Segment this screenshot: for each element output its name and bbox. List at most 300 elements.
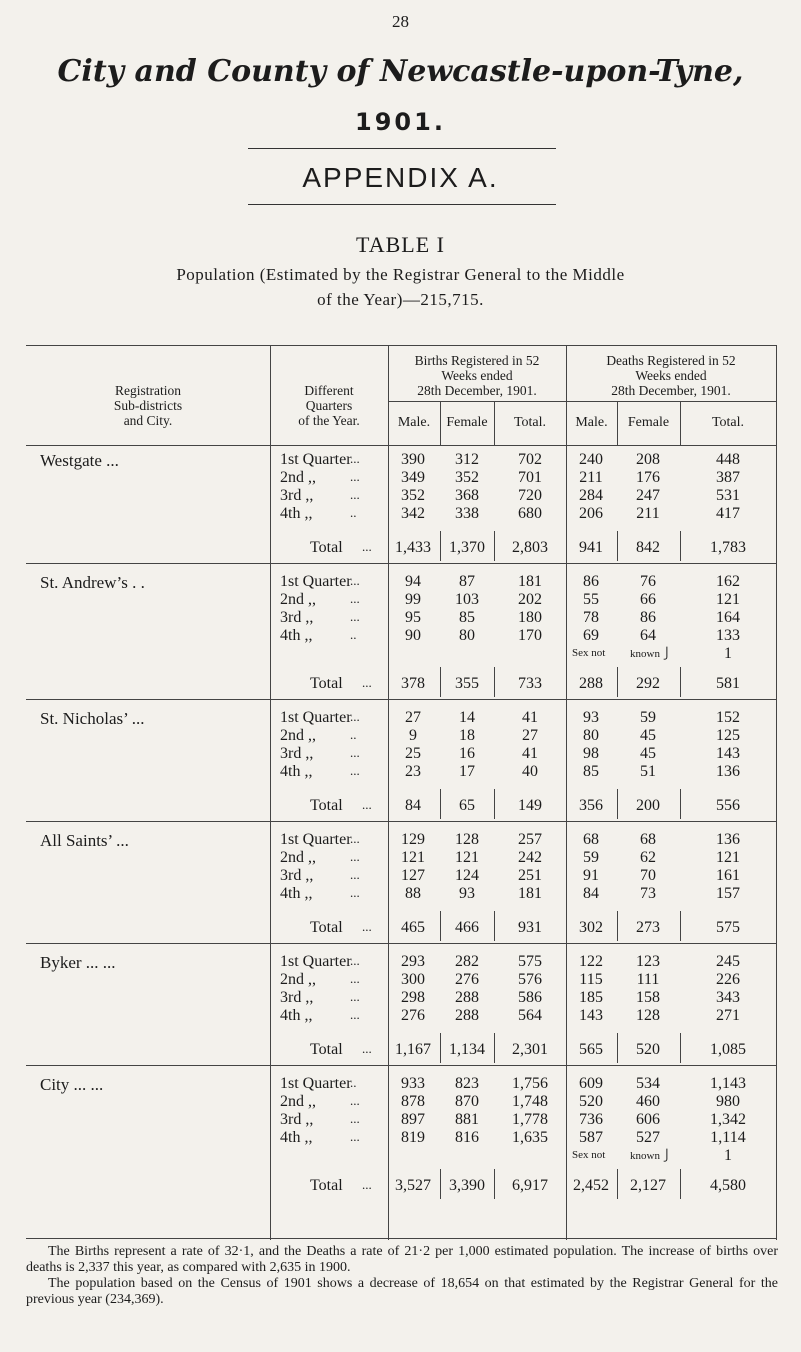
total-value: 565 xyxy=(579,1041,603,1058)
page-number: 28 xyxy=(392,12,409,31)
table-cell-value: 460 xyxy=(636,1093,660,1110)
table-cell-value: 176 xyxy=(636,469,660,486)
table-cell-value: 41 xyxy=(522,709,538,726)
table-cell-value: 702 xyxy=(518,451,542,468)
total-value: 1,167 xyxy=(395,1041,431,1058)
total-value: 355 xyxy=(455,675,479,692)
quarter-label: 2nd ,, xyxy=(280,469,316,486)
quarter-dots: ... xyxy=(350,989,360,1004)
total-value: 302 xyxy=(579,919,603,936)
sex-not-label: Sex not xyxy=(572,1149,606,1161)
total-cell-rule xyxy=(494,1169,495,1199)
total-value: 2,803 xyxy=(512,539,548,556)
statistics-table xyxy=(0,345,801,1240)
table-cell-value: 90 xyxy=(405,627,421,644)
table-cell-value: 293 xyxy=(401,953,425,970)
total-cell-rule xyxy=(680,1169,681,1199)
table-cell-value: 170 xyxy=(518,627,542,644)
table-cell-value: 298 xyxy=(401,989,425,1006)
table-cell-value: 51 xyxy=(640,763,656,780)
footer-paragraph-1: The Births represent a rate of 32·1, and the Deaths a rate of 21·2 per 1,000 estimated population. The increase of births over deaths is 2,337 this year, as compared with 2,635 in 1900. xyxy=(26,1244,778,1275)
quarter-dots: ... xyxy=(350,1129,360,1144)
table-cell-value: 64 xyxy=(640,627,656,644)
table-cell-value: 87 xyxy=(459,573,475,590)
quarter-dots: ... xyxy=(350,1007,360,1022)
total-value: 149 xyxy=(518,797,542,814)
table-cell-value: 576 xyxy=(518,971,542,988)
table-cell-value: 448 xyxy=(716,451,740,468)
table-cell-value: 27 xyxy=(405,709,421,726)
total-value: 273 xyxy=(636,919,660,936)
table-cell-value: 78 xyxy=(583,609,599,626)
table-cell-value: 80 xyxy=(583,727,599,744)
document-year: 1901. xyxy=(355,108,446,136)
quarter-label: 1st Quarter xyxy=(280,451,352,468)
quarter-dots: ... xyxy=(350,573,360,588)
table-cell-value: 245 xyxy=(716,953,740,970)
table-cell-value: 143 xyxy=(579,1007,603,1024)
table-cell-value: 181 xyxy=(518,885,542,902)
quarter-dots: .. xyxy=(350,727,357,742)
total-cell-rule xyxy=(680,789,681,819)
quarter-label: 4th ,, xyxy=(280,763,313,780)
table-bottom-rule xyxy=(26,1238,776,1239)
quarter-dots: ... xyxy=(350,451,360,466)
column-subheader: Male. xyxy=(397,415,431,430)
total-label: Total xyxy=(310,539,343,556)
table-cell-value: 121 xyxy=(716,849,740,866)
table-cell-value: 587 xyxy=(579,1129,603,1146)
table-cell-value: 23 xyxy=(405,763,421,780)
table-cell-value: 136 xyxy=(716,763,740,780)
footer-paragraph-2: The population based on the Census of 1901 shows a decrease of 18,654 on that estimated by the Registrar General for the previous year (234,369). xyxy=(26,1276,778,1307)
population-line-2: of the Year)—215,715. xyxy=(317,290,484,309)
table-cell-value: 185 xyxy=(579,989,603,1006)
district-name: Westgate ... xyxy=(40,451,119,470)
total-label: Total xyxy=(310,1177,343,1194)
total-cell-rule xyxy=(494,789,495,819)
table-cell-value: 206 xyxy=(579,505,603,522)
table-cell-value: 93 xyxy=(583,709,599,726)
quarter-dots: ... xyxy=(350,1111,360,1126)
quarter-label: 3rd ,, xyxy=(280,1111,314,1128)
quarter-dots: ... xyxy=(350,469,360,484)
table-cell-value: 86 xyxy=(583,573,599,590)
district-separator xyxy=(26,821,776,822)
column-subheader: Female xyxy=(627,415,670,430)
total-dots: ... xyxy=(362,919,372,934)
total-value: 520 xyxy=(636,1041,660,1058)
column-subheader: Total. xyxy=(711,415,745,430)
quarter-label: 2nd ,, xyxy=(280,849,316,866)
table-cell-value: 288 xyxy=(455,1007,479,1024)
table-cell-value: 121 xyxy=(401,849,425,866)
district-name: Byker ... ... xyxy=(40,953,116,972)
table-cell-value: 62 xyxy=(640,849,656,866)
total-value: 1,134 xyxy=(449,1041,485,1058)
table-cell-value: 14 xyxy=(459,709,475,726)
total-dots: ... xyxy=(362,539,372,554)
total-value: 3,527 xyxy=(395,1177,431,1194)
footer-notes xyxy=(26,1244,778,1308)
table-cell-value: 564 xyxy=(518,1007,542,1024)
quarter-dots: ... xyxy=(350,849,360,864)
table-cell-value: 226 xyxy=(716,971,740,988)
table-cell-value: 257 xyxy=(518,831,542,848)
district-separator xyxy=(26,699,776,700)
table-cell-value: 181 xyxy=(518,573,542,590)
table-cell-value: 276 xyxy=(455,971,479,988)
header-bottom-rule xyxy=(26,445,776,446)
table-cell-value: 94 xyxy=(405,573,421,590)
total-cell-rule xyxy=(680,667,681,697)
table-cell-value: 606 xyxy=(636,1111,660,1128)
table-cell-value: 609 xyxy=(579,1075,603,1092)
table-cell-value: 534 xyxy=(636,1075,660,1092)
table-cell-value: 527 xyxy=(636,1129,660,1146)
table-cell-value: 897 xyxy=(401,1111,425,1128)
total-value: 466 xyxy=(455,919,479,936)
table-cell-value: 211 xyxy=(579,469,603,486)
table-cell-value: 271 xyxy=(716,1007,740,1024)
table-cell-value: 680 xyxy=(518,505,542,522)
total-value: 842 xyxy=(636,539,660,556)
table-cell-value: 128 xyxy=(455,831,479,848)
table-cell-value: 136 xyxy=(716,831,740,848)
table-cell-value: 18 xyxy=(459,727,475,744)
quarter-label: 2nd ,, xyxy=(280,971,316,988)
total-label: Total xyxy=(310,797,343,814)
quarter-dots: ... xyxy=(350,745,360,760)
table-cell-value: 208 xyxy=(636,451,660,468)
table-cell-value: 133 xyxy=(716,627,740,644)
table-cell-value: 1,756 xyxy=(512,1075,548,1092)
quarter-dots: ... xyxy=(350,591,360,606)
table-cell-value: 68 xyxy=(640,831,656,848)
total-dots: ... xyxy=(362,1041,372,1056)
total-value: 1,085 xyxy=(710,1041,746,1058)
table-cell-value: 88 xyxy=(405,885,421,902)
table-cell-value: 816 xyxy=(455,1129,479,1146)
table-cell-value: 27 xyxy=(522,727,538,744)
table-cell-value: 342 xyxy=(401,505,425,522)
column-subheader: Female xyxy=(446,415,488,430)
table-cell-value: 575 xyxy=(518,953,542,970)
table-cell-value: 17 xyxy=(459,763,475,780)
table-cell-value: 276 xyxy=(401,1007,425,1024)
total-value: 200 xyxy=(636,797,660,814)
table-cell-value: 300 xyxy=(401,971,425,988)
total-cell-rule xyxy=(617,911,618,941)
table-cell-value: 1,143 xyxy=(710,1075,746,1092)
table-cell-value: 823 xyxy=(455,1075,479,1092)
total-cell-rule xyxy=(440,1169,441,1199)
table-cell-value: 211 xyxy=(636,505,660,522)
total-value: 6,917 xyxy=(512,1177,548,1194)
quarter-label: 1st Quarter xyxy=(280,573,352,590)
table-cell-value: 202 xyxy=(518,591,542,608)
table-cell-value: 123 xyxy=(636,953,660,970)
district-name: City ... ... xyxy=(40,1075,104,1094)
total-dots: ... xyxy=(362,675,372,690)
table-cell-value: 66 xyxy=(640,591,656,608)
quarter-label: 1st Quarter xyxy=(280,1075,352,1092)
deaths-header: Deaths Registered in 52 Weeks ended 28th December, 1901. xyxy=(606,353,736,398)
table-cell-value: 95 xyxy=(405,609,421,626)
total-value: 84 xyxy=(405,797,421,814)
table-cell-value: 93 xyxy=(459,885,475,902)
table-cell-value: 124 xyxy=(455,867,479,884)
table-cell-value: 881 xyxy=(455,1111,479,1128)
table-cell-value: 25 xyxy=(405,745,421,762)
quarter-label: 4th ,, xyxy=(280,1129,313,1146)
table-cell-value: 121 xyxy=(455,849,479,866)
column-subheader: Male. xyxy=(575,415,608,430)
total-value: 575 xyxy=(716,919,740,936)
table-cell-value: 115 xyxy=(579,971,603,988)
table-cell-value: 390 xyxy=(401,451,425,468)
table-cell-value: 9 xyxy=(409,727,417,744)
quarter-label: 3rd ,, xyxy=(280,989,314,1006)
total-label: Total xyxy=(310,1041,343,1058)
quarter-label: 4th ,, xyxy=(280,505,313,522)
table-cell-value: 59 xyxy=(583,849,599,866)
total-value: 941 xyxy=(579,539,603,556)
table-cell-value: 520 xyxy=(579,1093,603,1110)
quarter-label: 3rd ,, xyxy=(280,745,314,762)
table-cell-value: 157 xyxy=(716,885,740,902)
table-cell-value: 86 xyxy=(640,609,656,626)
total-value: 292 xyxy=(636,675,660,692)
table-cell-value: 586 xyxy=(518,989,542,1006)
table-cell-value: 76 xyxy=(640,573,656,590)
table-cell-value: 417 xyxy=(716,505,740,522)
table-cell-value: 59 xyxy=(640,709,656,726)
quarter-dots: .. xyxy=(350,627,357,642)
quarter-label: 2nd ,, xyxy=(280,591,316,608)
table-cell-value: 73 xyxy=(640,885,656,902)
table-cell-value: 368 xyxy=(455,487,479,504)
births-header: Births Registered in 52 Weeks ended 28th December, 1901. xyxy=(414,353,540,398)
table-cell-value: 125 xyxy=(716,727,740,744)
total-cell-rule xyxy=(494,1033,495,1063)
table-cell-value: 45 xyxy=(640,745,656,762)
total-cell-rule xyxy=(440,911,441,941)
table-cell-value: 164 xyxy=(716,609,740,626)
table-cell-value: 284 xyxy=(579,487,603,504)
total-label: Total xyxy=(310,919,343,936)
district-name: St. Andrew’s . . xyxy=(40,573,145,592)
sex-not-value: 1 xyxy=(724,645,732,662)
table-cell-value: 80 xyxy=(459,627,475,644)
table-cell-value: 98 xyxy=(583,745,599,762)
table-cell-value: 85 xyxy=(583,763,599,780)
quarters-header: Different Quarters of the Year. xyxy=(298,383,360,428)
total-cell-rule xyxy=(680,1033,681,1063)
table-cell-value: 70 xyxy=(640,867,656,884)
quarter-dots: ... xyxy=(350,831,360,846)
table-cell-value: 152 xyxy=(716,709,740,726)
total-cell-rule xyxy=(617,1169,618,1199)
total-cell-rule xyxy=(440,667,441,697)
total-value: 931 xyxy=(518,919,542,936)
table-cell-value: 1,342 xyxy=(710,1111,746,1128)
table-cell-value: 720 xyxy=(518,487,542,504)
quarter-label: 4th ,, xyxy=(280,885,313,902)
quarter-dots: .. xyxy=(350,1075,357,1090)
total-value: 733 xyxy=(518,675,542,692)
quarter-label: 3rd ,, xyxy=(280,609,314,626)
table-cell-value: 158 xyxy=(636,989,660,1006)
total-dots: ... xyxy=(362,1177,372,1192)
table-cell-value: 41 xyxy=(522,745,538,762)
district-separator xyxy=(26,563,776,564)
total-cell-rule xyxy=(440,1033,441,1063)
quarter-dots: ... xyxy=(350,885,360,900)
table-cell-value: 736 xyxy=(579,1111,603,1128)
document-title: City and County of Newcastle-upon-Tyne, xyxy=(57,54,744,89)
total-cell-rule xyxy=(494,911,495,941)
sex-not-value: 1 xyxy=(724,1147,732,1164)
table-cell-value: 933 xyxy=(401,1075,425,1092)
total-cell-rule xyxy=(680,911,681,941)
quarter-dots: ... xyxy=(350,971,360,986)
table-right-rule xyxy=(776,345,777,1240)
table-cell-value: 338 xyxy=(455,505,479,522)
quarter-dots: ... xyxy=(350,1093,360,1108)
known-label: known ⎭ xyxy=(630,648,671,660)
total-cell-rule xyxy=(440,789,441,819)
table-cell-value: 251 xyxy=(518,867,542,884)
total-value: 1,370 xyxy=(449,539,485,556)
total-cell-rule xyxy=(617,789,618,819)
subheader-rule xyxy=(388,401,776,402)
quarter-dots: .. xyxy=(350,505,357,520)
table-cell-value: 69 xyxy=(583,627,599,644)
table-cell-value: 45 xyxy=(640,727,656,744)
total-value: 556 xyxy=(716,797,740,814)
table-cell-value: 1,748 xyxy=(512,1093,548,1110)
table-cell-value: 282 xyxy=(455,953,479,970)
total-cell-rule xyxy=(680,531,681,561)
table-cell-value: 127 xyxy=(401,867,425,884)
district-separator xyxy=(26,1065,776,1066)
table-cell-value: 161 xyxy=(716,867,740,884)
quarter-label: 2nd ,, xyxy=(280,727,316,744)
table-cell-value: 240 xyxy=(579,451,603,468)
table-cell-value: 103 xyxy=(455,591,479,608)
quarter-label: 3rd ,, xyxy=(280,487,314,504)
total-value: 2,301 xyxy=(512,1041,548,1058)
population-line-1: Population (Estimated by the Registrar General to the Middle xyxy=(176,265,625,284)
total-value: 2,127 xyxy=(630,1177,666,1194)
total-cell-rule xyxy=(494,667,495,697)
divider-rule xyxy=(248,204,556,205)
population-caption xyxy=(18,262,783,312)
quarter-label: 4th ,, xyxy=(280,627,313,644)
quarter-label: 1st Quarter xyxy=(280,953,352,970)
total-dots: ... xyxy=(362,797,372,812)
table-cell-value: 288 xyxy=(455,989,479,1006)
table-cell-value: 352 xyxy=(401,487,425,504)
table-top-rule xyxy=(26,345,776,346)
table-cell-value: 99 xyxy=(405,591,421,608)
district-header: Registration Sub-districts and City. xyxy=(113,383,183,428)
total-cell-rule xyxy=(617,667,618,697)
quarter-label: 1st Quarter xyxy=(280,709,352,726)
table-cell-value: 143 xyxy=(716,745,740,762)
table-cell-value: 111 xyxy=(636,971,660,988)
total-value: 378 xyxy=(401,675,425,692)
table-cell-value: 352 xyxy=(455,469,479,486)
table-cell-value: 180 xyxy=(518,609,542,626)
total-value: 356 xyxy=(579,797,603,814)
quarter-label: 4th ,, xyxy=(280,1007,313,1024)
table-cell-value: 349 xyxy=(401,469,425,486)
table-cell-value: 242 xyxy=(518,849,542,866)
quarter-dots: ... xyxy=(350,763,360,778)
table-cell-value: 16 xyxy=(459,745,475,762)
total-value: 1,433 xyxy=(395,539,431,556)
known-label: known ⎭ xyxy=(630,1150,671,1162)
total-value: 581 xyxy=(716,675,740,692)
header-divider xyxy=(270,345,271,1240)
table-title: TABLE I xyxy=(356,232,445,257)
district-separator xyxy=(26,943,776,944)
table-cell-value: 1,635 xyxy=(512,1129,548,1146)
appendix-heading: APPENDIX A. xyxy=(302,162,499,193)
table-cell-value: 1,778 xyxy=(512,1111,548,1128)
table-cell-value: 343 xyxy=(716,989,740,1006)
table-cell-value: 162 xyxy=(716,573,740,590)
table-cell-value: 85 xyxy=(459,609,475,626)
table-cell-value: 68 xyxy=(583,831,599,848)
quarter-dots: ... xyxy=(350,487,360,502)
quarter-label: 1st Quarter xyxy=(280,831,352,848)
table-cell-value: 91 xyxy=(583,867,599,884)
total-value: 1,783 xyxy=(710,539,746,556)
table-cell-value: 980 xyxy=(716,1093,740,1110)
total-cell-rule xyxy=(617,1033,618,1063)
table-cell-value: 387 xyxy=(716,469,740,486)
table-cell-value: 122 xyxy=(579,953,603,970)
column-subheader: Total. xyxy=(513,415,547,430)
quarter-dots: ... xyxy=(350,709,360,724)
divider-rule xyxy=(248,148,556,149)
table-cell-value: 129 xyxy=(401,831,425,848)
district-name: All Saints’ ... xyxy=(40,831,129,850)
table-cell-value: 121 xyxy=(716,591,740,608)
total-cell-rule xyxy=(617,531,618,561)
quarter-label: 3rd ,, xyxy=(280,867,314,884)
table-cell-value: 84 xyxy=(583,885,599,902)
total-cell-rule xyxy=(494,531,495,561)
table-cell-value: 1,114 xyxy=(710,1129,746,1146)
district-name: St. Nicholas’ ... xyxy=(40,709,145,728)
total-value: 65 xyxy=(459,797,475,814)
total-value: 3,390 xyxy=(449,1177,485,1194)
table-cell-value: 819 xyxy=(401,1129,425,1146)
total-label: Total xyxy=(310,675,343,692)
total-value: 4,580 xyxy=(710,1177,746,1194)
total-cell-rule xyxy=(440,531,441,561)
table-cell-value: 55 xyxy=(583,591,599,608)
table-cell-value: 312 xyxy=(455,451,479,468)
table-cell-value: 878 xyxy=(401,1093,425,1110)
quarter-dots: ... xyxy=(350,953,360,968)
total-value: 288 xyxy=(579,675,603,692)
table-cell-value: 531 xyxy=(716,487,740,504)
